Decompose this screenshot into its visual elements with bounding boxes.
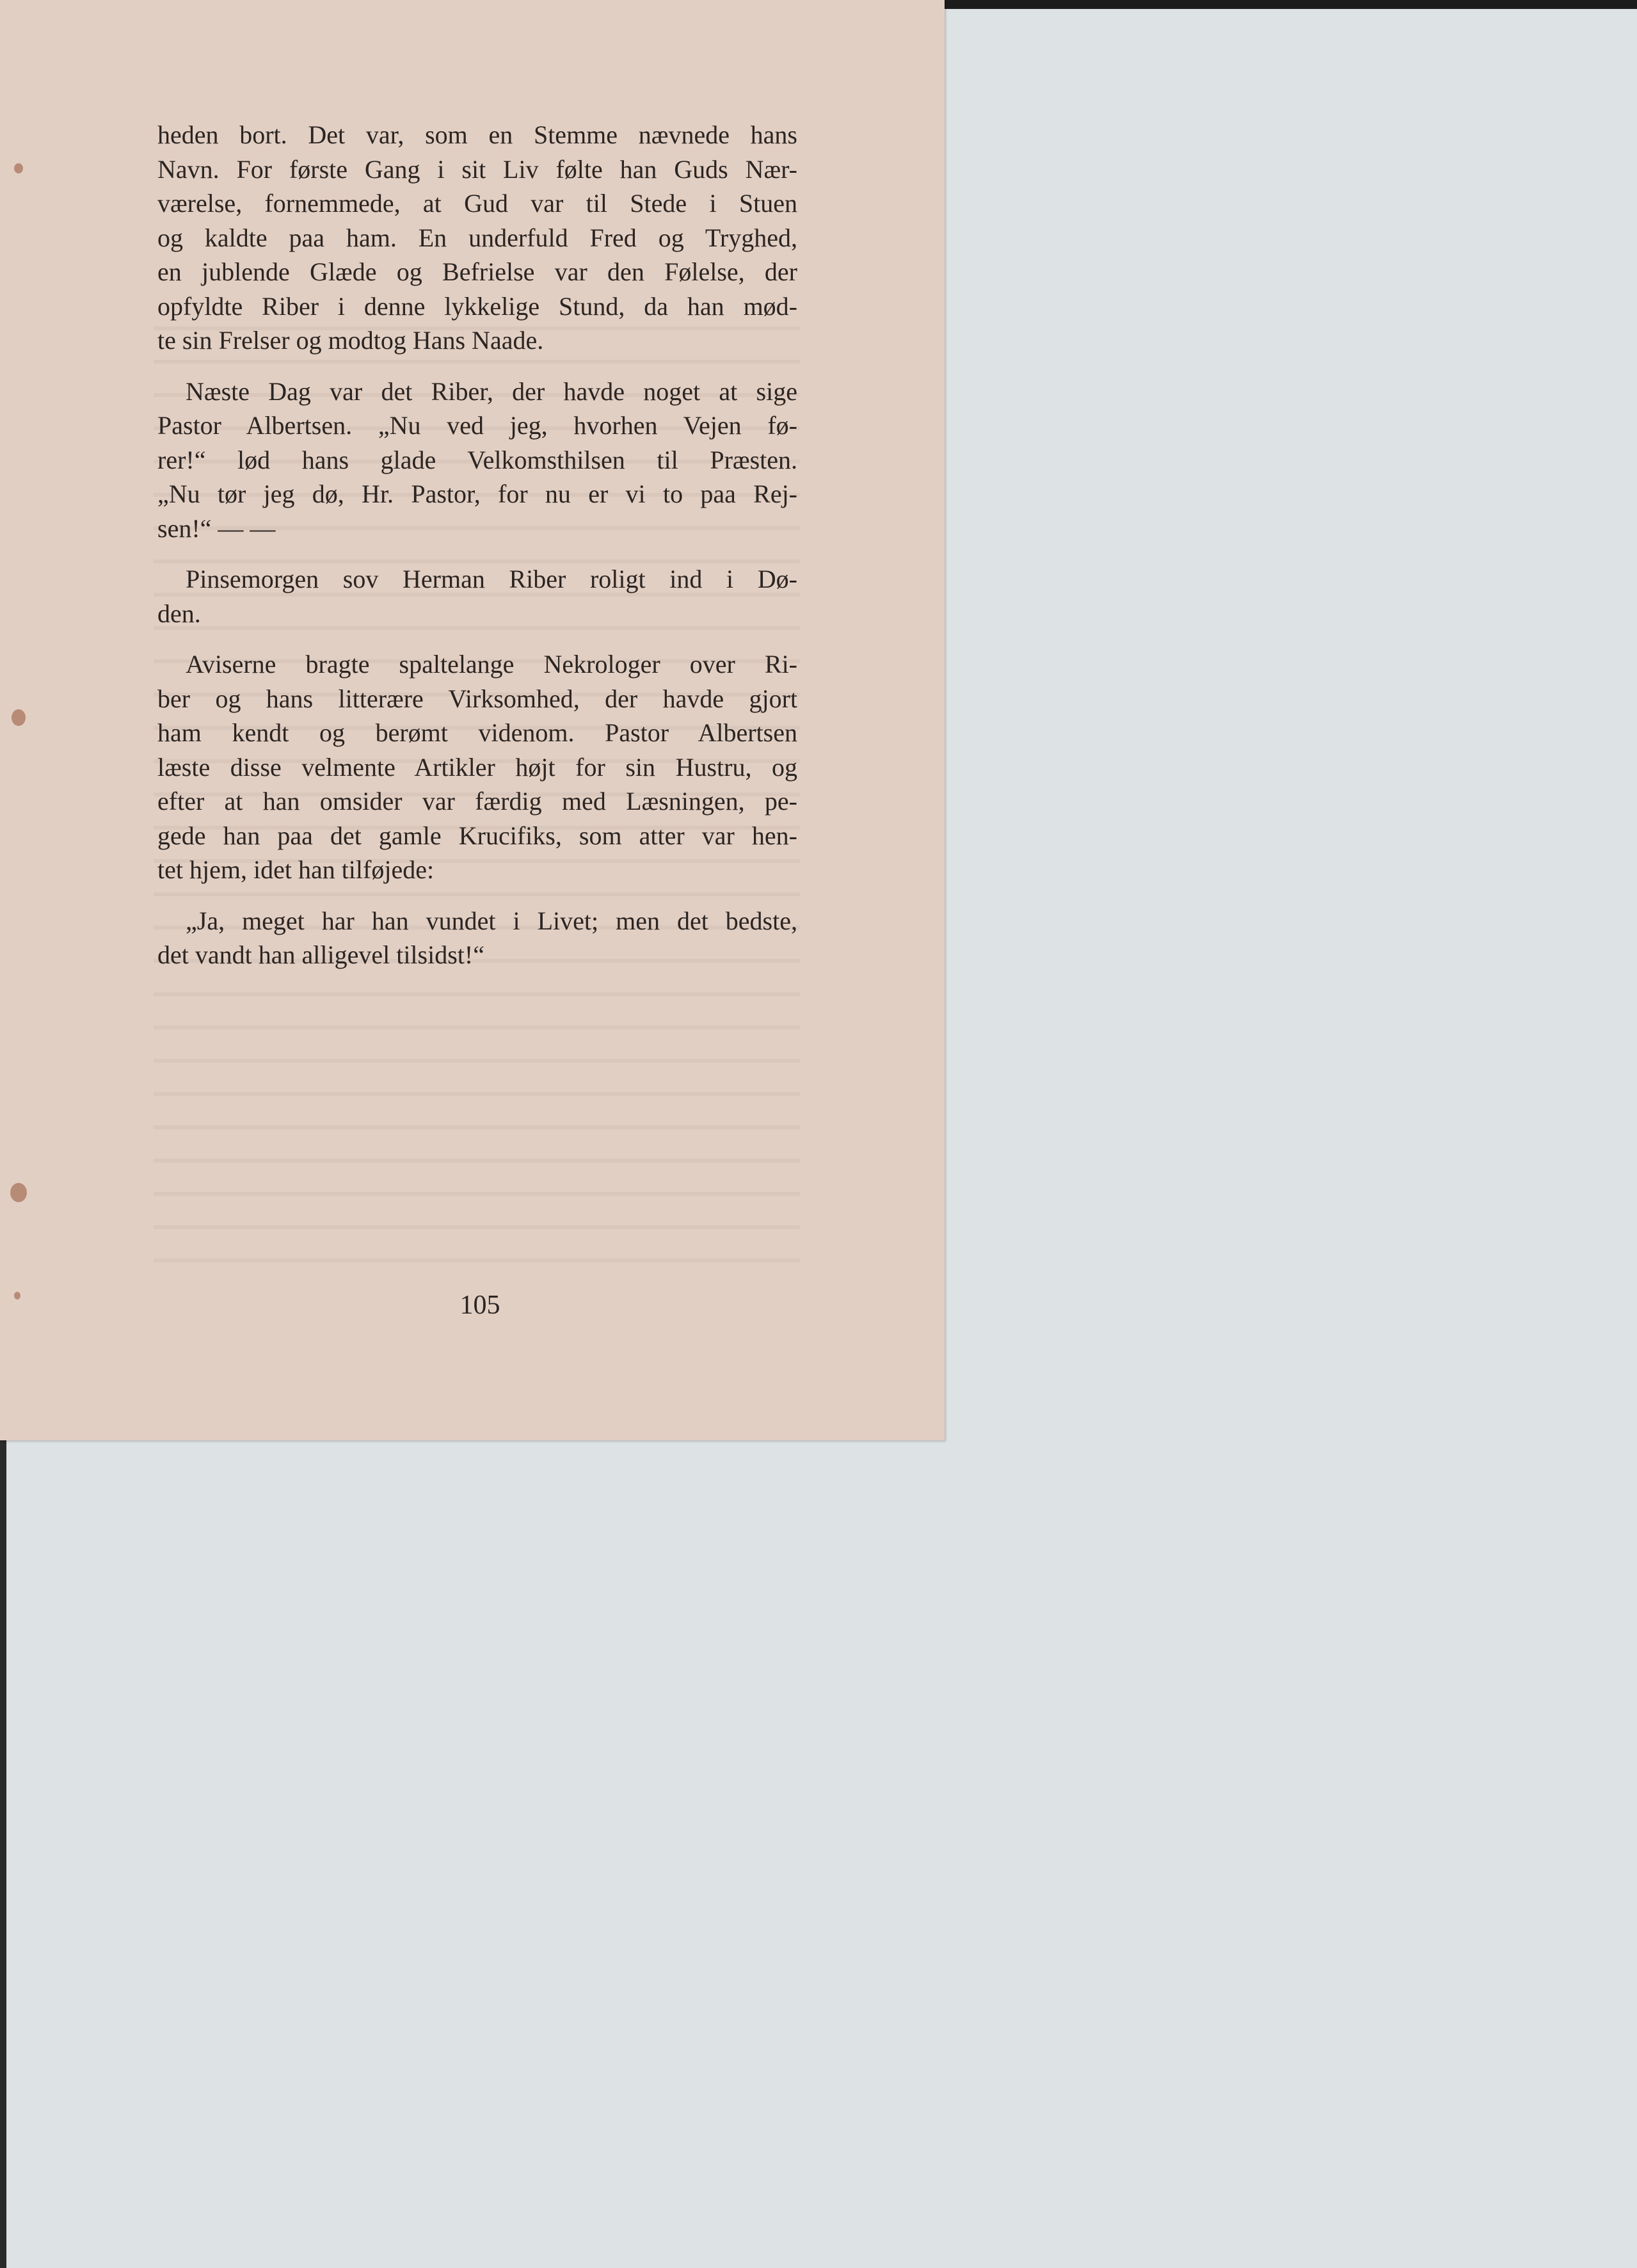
text-line: heden bort. Det var, som en Stemme nævnede hans bbox=[157, 120, 797, 149]
text-line: den. bbox=[157, 599, 201, 628]
text-line: en jublende Glæde og Befrielse var den Følelse, der bbox=[157, 257, 797, 286]
text-line: ham kendt og berømt videnom. Pastor Albertsen bbox=[157, 718, 797, 747]
text-line: og kaldte paa ham. En underfuld Fred og Tryghed, bbox=[157, 223, 797, 252]
text-line: Navn. For første Gang i sit Liv følte han Guds Nær- bbox=[157, 154, 797, 184]
binding-hole bbox=[14, 163, 23, 173]
binding-hole bbox=[14, 1292, 20, 1299]
text-line: Aviserne bragte spaltelange Nekrologer over Ri- bbox=[186, 650, 797, 679]
paragraph bbox=[157, 904, 797, 972]
text-line: sen!“ — — bbox=[157, 513, 276, 543]
text-line: tet hjem, idet han tilføjede: bbox=[157, 855, 435, 884]
scanner-left-edge bbox=[0, 1440, 6, 2268]
paragraph bbox=[157, 562, 797, 631]
text-line: Pastor Albertsen. „Nu ved jeg, hvorhen Vejen fø- bbox=[157, 411, 797, 440]
text-line: Næste Dag var det Riber, der havde noget at sige bbox=[186, 376, 797, 406]
binding-hole bbox=[10, 1183, 27, 1202]
paragraph bbox=[157, 647, 797, 887]
text-line: efter at han omsider var færdig med Læsningen, pe- bbox=[157, 787, 797, 816]
text-line: „Nu tør jeg dø, Hr. Pastor, for nu er vi to paa Rej- bbox=[157, 479, 797, 508]
paragraph bbox=[157, 374, 797, 546]
text-line: te sin Frelser og modtog Hans Naade. bbox=[157, 326, 544, 355]
text-line: ber og hans litterære Virksomhed, der havde gjort bbox=[157, 684, 797, 713]
text-line: værelse, fornemmede, at Gud var til Stede i Stuen bbox=[157, 189, 797, 218]
page-number: 105 bbox=[459, 1291, 500, 1320]
text-line: det vandt han alligevel tilsidst!“ bbox=[157, 940, 484, 969]
text-line: opfyldte Riber i denne lykkelige Stund, da han mød- bbox=[157, 291, 797, 321]
book-page bbox=[0, 0, 945, 1440]
text-line: gede han paa det gamle Krucifiks, som atter var hen- bbox=[157, 821, 797, 850]
text-line: „Ja, meget har han vundet i Livet; men det bedste, bbox=[186, 906, 797, 935]
text-line: læste disse velmente Artikler højt for sin Hustru, og bbox=[157, 752, 797, 782]
paragraph bbox=[157, 118, 797, 358]
scanner-top-edge bbox=[941, 0, 1637, 9]
binding-hole bbox=[12, 709, 26, 726]
body-text bbox=[157, 118, 797, 989]
text-line: rer!“ lød hans glade Velkomsthilsen til Præsten. bbox=[157, 445, 797, 474]
text-line: Pinsemorgen sov Herman Riber roligt ind i Dø- bbox=[186, 565, 797, 593]
